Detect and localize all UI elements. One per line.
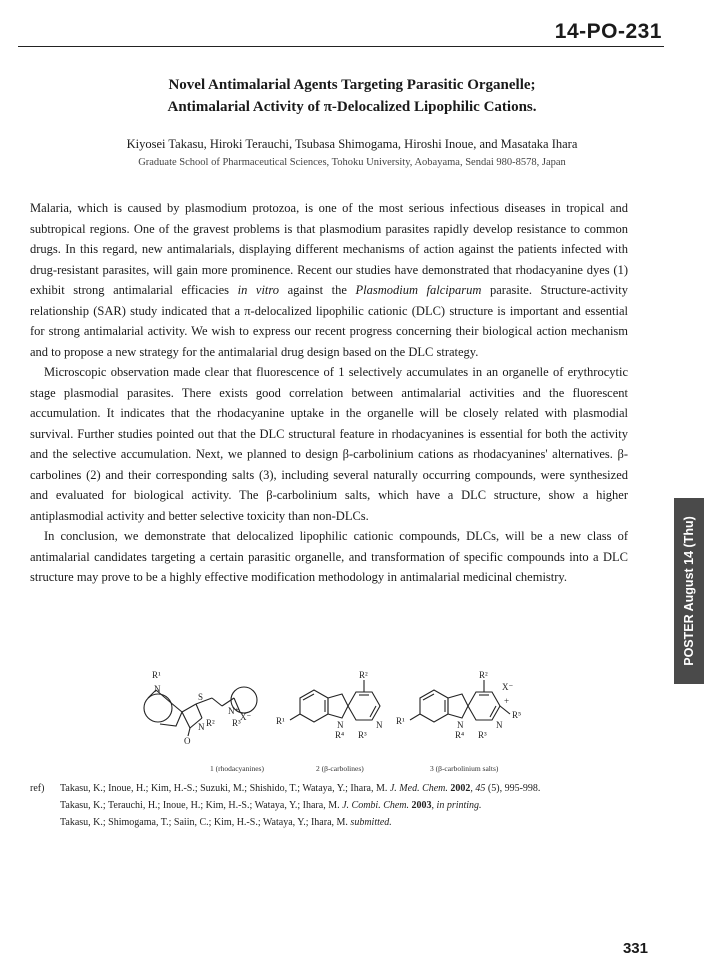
structures-svg [130, 668, 570, 764]
s3-r4: R⁴ [455, 730, 465, 740]
s1-x-minus: X⁻ [240, 712, 252, 722]
p1-text-c: against the [279, 283, 356, 297]
structure-3-beta-carbolinium [410, 680, 510, 722]
s2-r4: R⁴ [335, 730, 345, 740]
s2-n-indole: N [337, 720, 344, 730]
ref2-year: 2003 [409, 800, 432, 811]
s2-r1: R¹ [276, 716, 285, 726]
abstract-body [30, 198, 628, 588]
ref3-authors: Takasu, K.; Shimogama, T.; Saiin, C.; Kim, H.-S.; Wataya, Y.; Ihara, M. [60, 817, 351, 828]
ref3-status: submitted. [350, 817, 392, 828]
s3-r1: R¹ [396, 716, 405, 726]
title-line-1: Novel Antimalarial Agents Targeting Parasitic Organelle; [168, 77, 536, 93]
s3-r3: R³ [478, 730, 487, 740]
structure-3-labels [396, 670, 521, 740]
ref2-status: in printing. [436, 800, 482, 811]
s3-n-indole: N [457, 720, 464, 730]
ref1-journal: J. Med. Chem. [389, 783, 448, 794]
s1-n-ring: N [198, 722, 205, 732]
s1-s: S [198, 692, 204, 702]
caption-3: 3 (β-carbolinium salts) [430, 764, 499, 773]
abstract-code: 14-PO-231 [554, 20, 662, 43]
s3-n-pyridine: N [496, 720, 503, 730]
s2-n-pyridine: N [376, 720, 383, 730]
ref-label: ref) [30, 783, 45, 794]
ref1-year: 2002 [447, 783, 471, 794]
session-side-tab [674, 498, 704, 684]
structure-1-labels [152, 670, 251, 746]
reference-2 [38, 797, 638, 814]
ref1-pages: (5), 995-998. [485, 783, 541, 794]
reference-list [30, 780, 638, 831]
ref2-sep: , [431, 800, 437, 811]
reference-3 [38, 814, 638, 831]
p1-italic-in-vitro: in vitro [237, 283, 280, 297]
s3-r5: R⁵ [512, 710, 522, 720]
ref1-volume: , 45 [470, 783, 486, 794]
page-number: 331 [622, 940, 648, 957]
title-line-2: Antimalarial Activity of π-Delocalized Lipophilic Cations. [167, 99, 537, 115]
s1-r1: R¹ [152, 670, 161, 680]
header-rule [18, 46, 664, 47]
chemical-structures-figure [130, 668, 570, 778]
paragraph-2: Microscopic observation made clear that fluorescence of 1 selectively accumulates in an organelle of erythrocytic stage plasmodial parasites. There exists good correlation between antimalarial activities and the fluorescent accumulation. It indicates that the rhodacyanine uptake in the organelle will be closely related with plasmodial survival. Further studies pointed out that the DLC structural feature in rhodacyanines is essential for both the activity and the selective accumulation. Next, we planned to design β-carbolinium cations as rhodacyanines' alternatives. β-carbolines (2) and their corresponding salts (3), including several naturally occurring compounds, were synthesized and evaluated for biological activity. The β-carbolinium salts, which have a DLC structure, show a higher antiplasmodial activity and better selective toxicity than non-DLCs. [30, 365, 628, 523]
p1-text-e: parasite. Structure-activity relationship (SAR) study indicated that a π-delocalized lipophilic cationic (DLC) structure is important and essential for strong antimalarial activity. We wish to express our recent progress concerning their biological action mechanism and to propose a new strategy for the antimalarial drug design based on the DLC strategy. [30, 283, 629, 359]
structure-2-beta-carboline [290, 680, 380, 722]
paragraph-1 [30, 198, 628, 362]
reference-1 [30, 780, 638, 797]
s3-r2: R² [479, 670, 488, 680]
paper-title [40, 74, 664, 118]
s3-plus: + [504, 696, 510, 706]
s1-r2: R² [206, 718, 215, 728]
caption-2: 2 (β-carbolines) [316, 764, 364, 773]
s1-n-plus: N⁺ [228, 706, 240, 716]
author-list: Kiyosei Takasu, Hiroki Terauchi, Tsubasa Shimogama, Hiroshi Inoue, and Masataka Ihara [126, 137, 578, 151]
ref2-journal: J. Combi. Chem. [342, 800, 410, 811]
s1-n-top: N [154, 684, 161, 694]
s2-r3: R³ [358, 730, 367, 740]
structure-2-labels [276, 670, 383, 740]
paragraph-3: In conclusion, we demonstrate that delocalized lipophilic cationic compounds, DLCs, will be a new class of antimalarial candidates targeting a certain parasitic organelle, and transformation of specific compounds into a DLC structure may prove to be a highly effective modification methodology in antimalarial medicinal chemistry. [30, 529, 628, 584]
s1-r3: R³ [232, 718, 241, 728]
ref2-authors: Takasu, K.; Terauchi, H.; Inoue, H.; Kim, H.-S.; Wataya, Y.; Ihara, M. [60, 800, 343, 811]
caption-1: 1 (rhodacyanines) [210, 764, 264, 773]
p1-italic-species: Plasmodium falciparum [355, 283, 482, 297]
p1-text-a: Malaria, which is caused by plasmodium protozoa, is one of the most serious infectious diseases in tropical and subtropical regions. One of the gravest problems is that plasmodium parasites rapidly develop resistance to common drugs. In this regard, new antimalarials, displaying different mechanisms of action against the patients infected with drug-resistant parasites, will gain more prominence. Recent our studies have demonstrated that rhodacyanine dyes (1) exhibit strong antimalarial efficacies [30, 201, 628, 297]
s1-o: O [184, 736, 191, 746]
s2-r2: R² [359, 670, 368, 680]
ref1-authors: Takasu, K.; Inoue, H.; Kim, H.-S.; Suzuki, M.; Shishido, T.; Wataya, Y.; Ihara, M. [60, 783, 390, 794]
s3-x-minus: X⁻ [502, 682, 514, 692]
side-tab-label: POSTER August 14 (Thu) [682, 516, 696, 666]
affiliation: Graduate School of Pharmaceutical Sciences, Tohoku University, Aobayama, Sendai 980-8578, Japan [138, 157, 566, 168]
